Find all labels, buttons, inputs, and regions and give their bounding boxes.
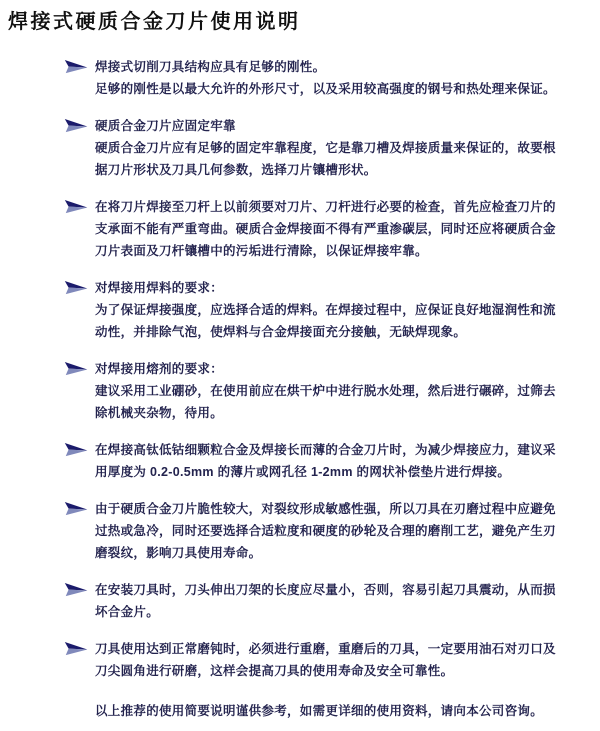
instruction-item	[0, 277, 600, 343]
instruction-item	[0, 638, 600, 682]
page-title: 焊接式硬质合金刀片使用说明	[8, 11, 301, 33]
instruction-line: 用厚度为 0.2-0.5mm 的薄片或网孔径 1-2mm 的网状补偿垫片进行焊接。	[95, 465, 511, 479]
instruction-line: 在焊接高钛低钴细颗粒合金及焊接长而薄的合金刀片时，为减少焊接应力，建议采	[95, 443, 556, 457]
instruction-item	[0, 439, 600, 483]
footer-note: 以上推荐的使用简要说明谨供参考，如需更详细的使用资料，请向本公司咨询。	[95, 704, 544, 718]
instruction-line: 据刀片形状及刀具几何参数，选择刀片镶槽形状。	[95, 163, 377, 177]
instruction-line: 对焊接用焊料的要求：	[95, 281, 224, 295]
instruction-line: 刀尖圆角进行研磨，这样会提高刀具的使用寿命及安全可靠性。	[95, 664, 454, 678]
instruction-line: 除机械夹杂物，待用。	[95, 406, 224, 420]
instruction-line: 在将刀片焊接至刀杆上以前须要对刀片、刀杆进行必要的检查，首先应检查刀片的	[95, 200, 556, 214]
instruction-line: 磨裂纹，影响刀具使用寿命。	[95, 546, 262, 560]
instruction-line: 过热或急冷，同时还要选择合适粒度和硬度的砂轮及合理的磨削工艺，避免产生刃	[95, 524, 556, 538]
instruction-line: 建议采用工业硼砂，在使用前应在烘干炉中进行脱水处理，然后进行碾碎，过筛去	[95, 384, 556, 398]
instruction-line: 硬质合金刀片应固定牢靠	[95, 119, 236, 133]
arrowhead-bullet-icon	[64, 281, 90, 296]
arrowhead-bullet-icon	[64, 443, 90, 458]
instruction-line: 由于硬质合金刀片脆性较大，对裂纹形成敏感性强，所以刀具在刃磨过程中应避免	[95, 502, 556, 516]
instruction-line: 在安装刀具时，刀头伸出刀架的长度应尽量小，否则，容易引起刀具震动，从而损	[95, 583, 556, 597]
instruction-line: 刀具使用达到正常磨钝时，必须进行重磨，重磨后的刀具，一定要用油石对刃口及	[95, 642, 556, 656]
instruction-item	[0, 115, 600, 181]
instruction-line: 为了保证焊接强度，应选择合适的焊料。在焊接过程中，应保证良好地湿润性和流	[95, 303, 556, 317]
arrowhead-bullet-icon	[64, 583, 90, 598]
instruction-line: 焊接式切削刀具结构应具有足够的刚性。	[95, 60, 326, 74]
arrowhead-bullet-icon	[64, 119, 90, 134]
instruction-line: 硬质合金刀片应有足够的固定牢靠程度，它是靠刀槽及焊接质量来保证的，故要根	[95, 141, 556, 155]
arrowhead-bullet-icon	[64, 60, 90, 75]
instruction-item	[0, 196, 600, 262]
instruction-item	[0, 358, 600, 424]
instruction-item	[0, 498, 600, 564]
instruction-line: 对焊接用熔剂的要求：	[95, 362, 224, 376]
instruction-line: 坏合金片。	[95, 605, 160, 619]
instruction-line: 支承面不能有严重弯曲。硬质合金焊接面不得有严重渗碳层，同时还应将硬质合金	[95, 222, 556, 236]
instruction-line: 动性，并排除气泡，使焊料与合金焊接面充分接触，无缺焊现象。	[95, 325, 467, 339]
instruction-line: 足够的刚性是以最大允许的外形尺寸，以及采用较高强度的钢号和热处理来保证。	[95, 82, 556, 96]
arrowhead-bullet-icon	[64, 200, 90, 215]
arrowhead-bullet-icon	[64, 362, 90, 377]
instruction-item	[0, 56, 600, 100]
instruction-list	[0, 56, 600, 682]
arrowhead-bullet-icon	[64, 642, 90, 657]
arrowhead-bullet-icon	[64, 502, 90, 517]
instruction-item	[0, 579, 600, 623]
instruction-line: 刀片表面及刀杆镶槽中的污垢进行清除，以保证焊接牢靠。	[95, 244, 428, 258]
